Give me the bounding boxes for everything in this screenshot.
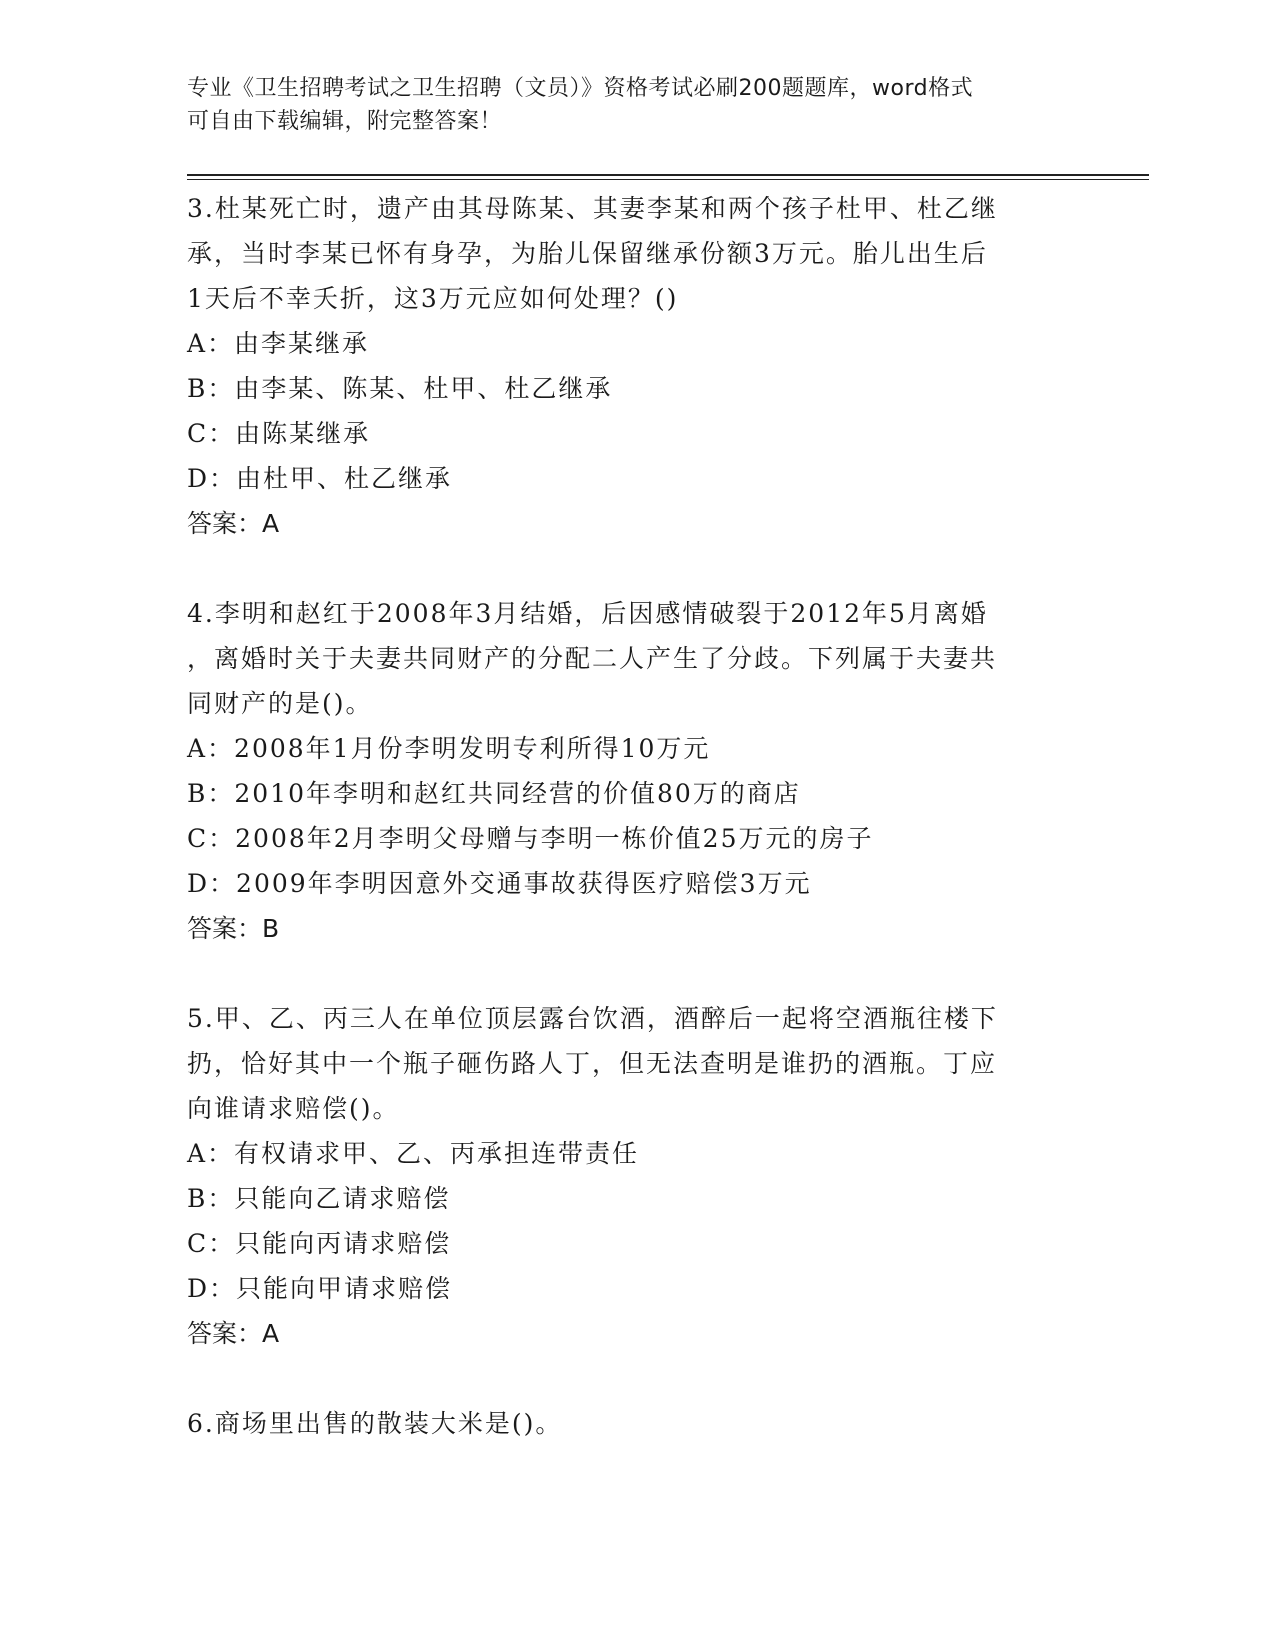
question-6 xyxy=(187,1401,1149,1446)
option-a: A：有权请求甲、乙、丙承担连带责任 xyxy=(187,1139,640,1168)
header-line-2: 可自由下载编辑，附完整答案！ xyxy=(187,109,503,134)
question-stem-line: 扔，恰好其中一个瓶子砸伤路人丁，但无法查明是谁扔的酒瓶。丁应 xyxy=(187,1049,998,1078)
option-c: C：由陈某继承 xyxy=(187,419,371,448)
question-stem-line: 同财产的是()。 xyxy=(187,689,373,718)
header-divider xyxy=(187,174,1149,180)
question-stem-line: 5.甲、乙、丙三人在单位顶层露台饮酒，酒醉后一起将空酒瓶往楼下 xyxy=(187,1004,998,1033)
document-page xyxy=(187,72,1149,1491)
question-stem-line: 1天后不幸夭折，这3万元应如何处理？() xyxy=(187,284,679,313)
question-4 xyxy=(187,591,1149,951)
option-d: D：2009年李明因意外交通事故获得医疗赔偿3万元 xyxy=(187,869,812,898)
answer-line: 答案：B xyxy=(187,914,280,943)
question-stem-line: 向谁请求赔偿()。 xyxy=(187,1094,400,1123)
option-d: D：由杜甲、杜乙继承 xyxy=(187,464,453,493)
option-a: A：2008年1月份李明发明专利所得10万元 xyxy=(187,734,711,763)
header-line-1: 专业《卫生招聘考试之卫生招聘（文员）》资格考试必刷200题题库，word格式 xyxy=(187,76,974,101)
answer-line: 答案：A xyxy=(187,509,280,538)
option-a: A：由李某继承 xyxy=(187,329,370,358)
question-list xyxy=(187,186,1149,1446)
question-stem-line: ，离婚时关于夫妻共同财产的分配二人产生了分歧。下列属于夫妻共 xyxy=(187,644,998,673)
question-5 xyxy=(187,996,1149,1356)
option-c: C：2008年2月李明父母赠与李明一栋价值25万元的房子 xyxy=(187,824,874,853)
question-3 xyxy=(187,186,1149,546)
option-d: D：只能向甲请求赔偿 xyxy=(187,1274,453,1303)
question-stem-line: 承，当时李某已怀有身孕，为胎儿保留继承份额3万元。胎儿出生后 xyxy=(187,239,988,268)
option-b: B：2010年李明和赵红共同经营的价值80万的商店 xyxy=(187,779,801,808)
answer-line: 答案：A xyxy=(187,1319,280,1348)
document-header xyxy=(187,72,1149,138)
option-c: C：只能向丙请求赔偿 xyxy=(187,1229,452,1258)
option-b: B：只能向乙请求赔偿 xyxy=(187,1184,451,1213)
question-stem-line: 6.商场里出售的散装大米是()。 xyxy=(187,1409,563,1438)
option-b: B：由李某、陈某、杜甲、杜乙继承 xyxy=(187,374,613,403)
question-stem-line: 3.杜某死亡时，遗产由其母陈某、其妻李某和两个孩子杜甲、杜乙继 xyxy=(187,194,998,223)
question-stem-line: 4.李明和赵红于2008年3月结婚，后因感情破裂于2012年5月离婚 xyxy=(187,599,988,628)
